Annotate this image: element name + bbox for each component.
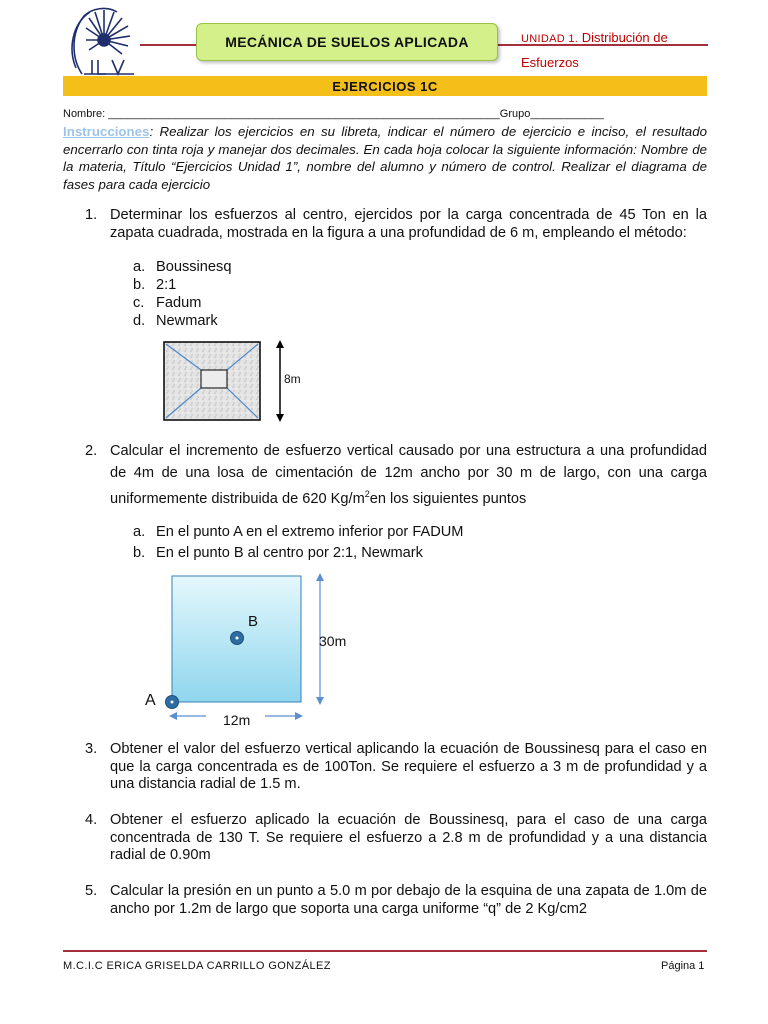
option-letter: b. — [133, 277, 146, 293]
instructions-text: : Realizar los ejercicios en su libreta, indicar el número de ejercicio e inciso, el resultado encerrarlo con tinta roja y manejar dos decimales. En cada hoja colocar la siguiente información: Nombre de la materia, Título “Ejercicios Unidad 1”, nombre del alumno y número de control. Realizar el diagrama de fases para cada ejercicio — [63, 124, 707, 192]
option-letter: d. — [133, 313, 146, 329]
question-number: 3. — [85, 741, 98, 757]
width-arrow-head-right — [295, 712, 303, 720]
slab-figure — [160, 570, 360, 732]
option-text: 2:1 — [156, 277, 177, 293]
question-4 — [85, 812, 707, 865]
question-text-end: en los siguientes puntos — [369, 490, 527, 507]
option-text: En el punto A en el extremo inferior por FADUM — [156, 524, 464, 540]
arrow-head-up — [276, 340, 284, 348]
arrow-head-down — [276, 414, 284, 422]
option-text: Fadum — [156, 295, 202, 311]
footer-rule — [63, 950, 707, 952]
question-text: Calcular la presión en un punto a 5.0 m por debajo de la esquina de una zapata de 1.0m de ancho por 1.2m de largo que soporta una carga uniforme “q” de 2 Kg/cm2 — [110, 883, 707, 917]
course-title: MECÁNICA DE SUELOS APLICADA — [196, 23, 498, 61]
option-letter: a. — [133, 524, 146, 540]
point-b-center — [236, 637, 239, 640]
instructions — [63, 123, 707, 193]
unit-title-part2: Esfuerzos — [521, 55, 579, 70]
footer-author: M.C.I.C ERICA GRISELDA CARRILLO GONZÁLEZ — [63, 960, 331, 972]
footer-page-number: Página 1 — [661, 960, 705, 972]
option-letter: a. — [133, 259, 146, 275]
unit-prefix: UNIDAD 1. — [521, 33, 579, 45]
question-number: 5. — [85, 883, 98, 899]
option-text: Newmark — [156, 313, 218, 329]
question-text: Obtener el esfuerzo aplicado la ecuación de Boussinesq, para el caso de una carga concentrada de 130 T. Se requiere el esfuerzo a 2.8 m de profundidad y a una distancia radial de 0.90m — [110, 812, 707, 863]
option-text: Boussinesq — [156, 259, 232, 275]
height-arrow-down — [316, 697, 324, 705]
width-label: 12m — [223, 712, 251, 728]
exercises-title: EJERCICIOS 1C — [63, 76, 707, 96]
column-square — [201, 370, 227, 388]
question-5 — [85, 883, 707, 918]
option-letter: b. — [133, 545, 146, 561]
question-3 — [85, 741, 707, 794]
unit-title — [521, 30, 668, 45]
point-a-label: A — [145, 692, 156, 709]
footing-dimension-label: 8m — [284, 372, 301, 386]
question-number: 1. — [85, 207, 98, 223]
question-text — [110, 441, 707, 510]
question-number: 2. — [85, 443, 98, 459]
question-text: Obtener el valor del esfuerzo vertical aplicando la ecuación de Boussinesq para el caso en que la carga concentrada es de 100Ton. Se requiere el esfuerzo a 3 m de profundidad y a una distancia radial de 1.5 m. — [110, 741, 707, 792]
point-b-label: B — [248, 613, 259, 630]
instructions-label: Instrucciones — [63, 124, 150, 139]
option-text: En el punto B al centro por 2:1, Newmark — [156, 545, 423, 561]
question-number: 4. — [85, 812, 98, 828]
question-text-main: Calcular el incremento de esfuerzo vertical causado por una estructura a una profundidad de 4m de una losa de cimentación de 12m ancho por 30 m de largo, con una carga uniformemente distribuida de 620 Kg/m — [110, 443, 707, 507]
option-letter: c. — [133, 295, 145, 311]
header-rule-left — [140, 44, 196, 46]
question-2 — [85, 441, 707, 510]
superscript: 2 — [364, 489, 370, 499]
width-arrow-head-left — [169, 712, 177, 720]
unit-title-part1: Distribución de — [581, 30, 668, 45]
height-arrow-up — [316, 573, 324, 581]
question-text: Determinar los esfuerzos al centro, ejercidos por la carga concentrada de 45 Ton en la zapata cuadrada, mostrada en la figura a una profundidad de 6 m, empleando el método: — [110, 207, 707, 241]
point-a-center — [171, 701, 174, 704]
name-group-line: Nombre: ________________________________________________________________Grupo____________ — [63, 108, 604, 120]
institution-logo — [62, 4, 142, 76]
height-label: 30m — [319, 633, 347, 649]
question-1 — [85, 206, 707, 242]
